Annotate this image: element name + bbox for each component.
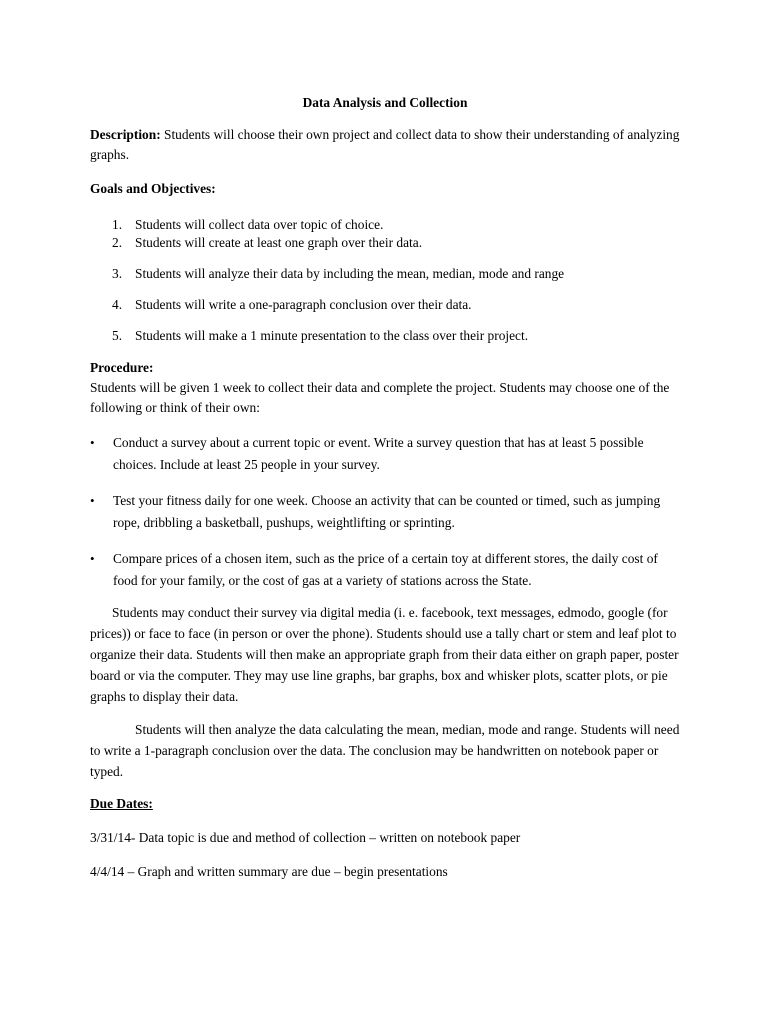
list-item: [90, 490, 680, 534]
procedure-paragraph-media: Students may conduct their survey via digital media (i. e. facebook, text messages, edmodo, google (for prices)) or face to face (in person or over the phone). Students should use a tally chart or stem and leaf plot to organize their data. Students will then make an appropriate graph from their data either on graph paper, poster board or via the computer. They may use line graphs, bar graphs, box and whisker plots, scatter plots, or pie graphs to display their data.: [90, 605, 679, 704]
goal-item: [90, 233, 680, 253]
option-text: Compare prices of a chosen item, such as the price of a certain toy at different stores, the daily cost of food for your family, or the cost of gas at a variety of stations across the State.: [113, 551, 658, 588]
procedure-paragraph-analysis: Students will then analyze the data calculating the mean, median, mode and range. Students will need to write a 1-paragraph conclusion over the data. The conclusion may be handwritten on notebook paper or typed.: [90, 722, 680, 779]
due-date-item: 3/31/14- Data topic is due and method of collection – written on notebook paper: [90, 830, 521, 845]
due-date-item: 4/4/14 – Graph and written summary are due – begin presentations: [90, 864, 448, 879]
list-item: [90, 432, 680, 476]
procedure-heading: Procedure:: [90, 360, 154, 375]
goal-text: Students will create at least one graph over their data.: [135, 235, 423, 250]
due-dates-heading: Due Dates:: [90, 796, 153, 811]
goal-item: [90, 215, 680, 235]
goal-number: 2.: [112, 235, 123, 250]
goal-text: Students will collect data over topic of choice.: [135, 217, 384, 232]
document-page: [90, 93, 680, 896]
goals-heading: Goals and Objectives:: [90, 181, 216, 196]
goal-item: [90, 326, 680, 346]
goal-item: [90, 264, 680, 284]
description-paragraph: [90, 125, 680, 165]
bullet-icon: •: [90, 435, 95, 450]
bullet-icon: •: [90, 551, 95, 566]
goal-number: 4.: [112, 297, 123, 312]
goals-list: [90, 215, 680, 346]
list-item: [90, 548, 680, 592]
goal-text: Students will write a one-paragraph conclusion over their data.: [135, 297, 472, 312]
goal-text: Students will make a 1 minute presentation to the class over their project.: [135, 328, 529, 343]
procedure-intro: Students will be given 1 week to collect their data and complete the project. Students may choose one of the following or think of their own:: [90, 380, 670, 415]
goal-number: 3.: [112, 266, 123, 281]
bullet-icon: •: [90, 493, 95, 508]
goal-number: 5.: [112, 328, 123, 343]
goal-text: Students will analyze their data by including the mean, median, mode and range: [135, 266, 565, 281]
option-text: Test your fitness daily for one week. Choose an activity that can be counted or timed, such as jumping rope, dribbling a basketball, pushups, weightlifting or sprinting.: [113, 493, 661, 530]
goal-item: [90, 295, 680, 315]
description-text: Students will choose their own project and collect data to show their understanding of analyzing graphs.: [90, 127, 680, 162]
description-label: Description:: [90, 127, 161, 142]
document-title: Data Analysis and Collection: [302, 95, 468, 110]
option-text: Conduct a survey about a current topic or event. Write a survey question that has at least 5 possible choices. Include at least 25 people in your survey.: [113, 435, 644, 472]
procedure-options-list: [90, 432, 680, 592]
goal-number: 1.: [112, 217, 123, 232]
